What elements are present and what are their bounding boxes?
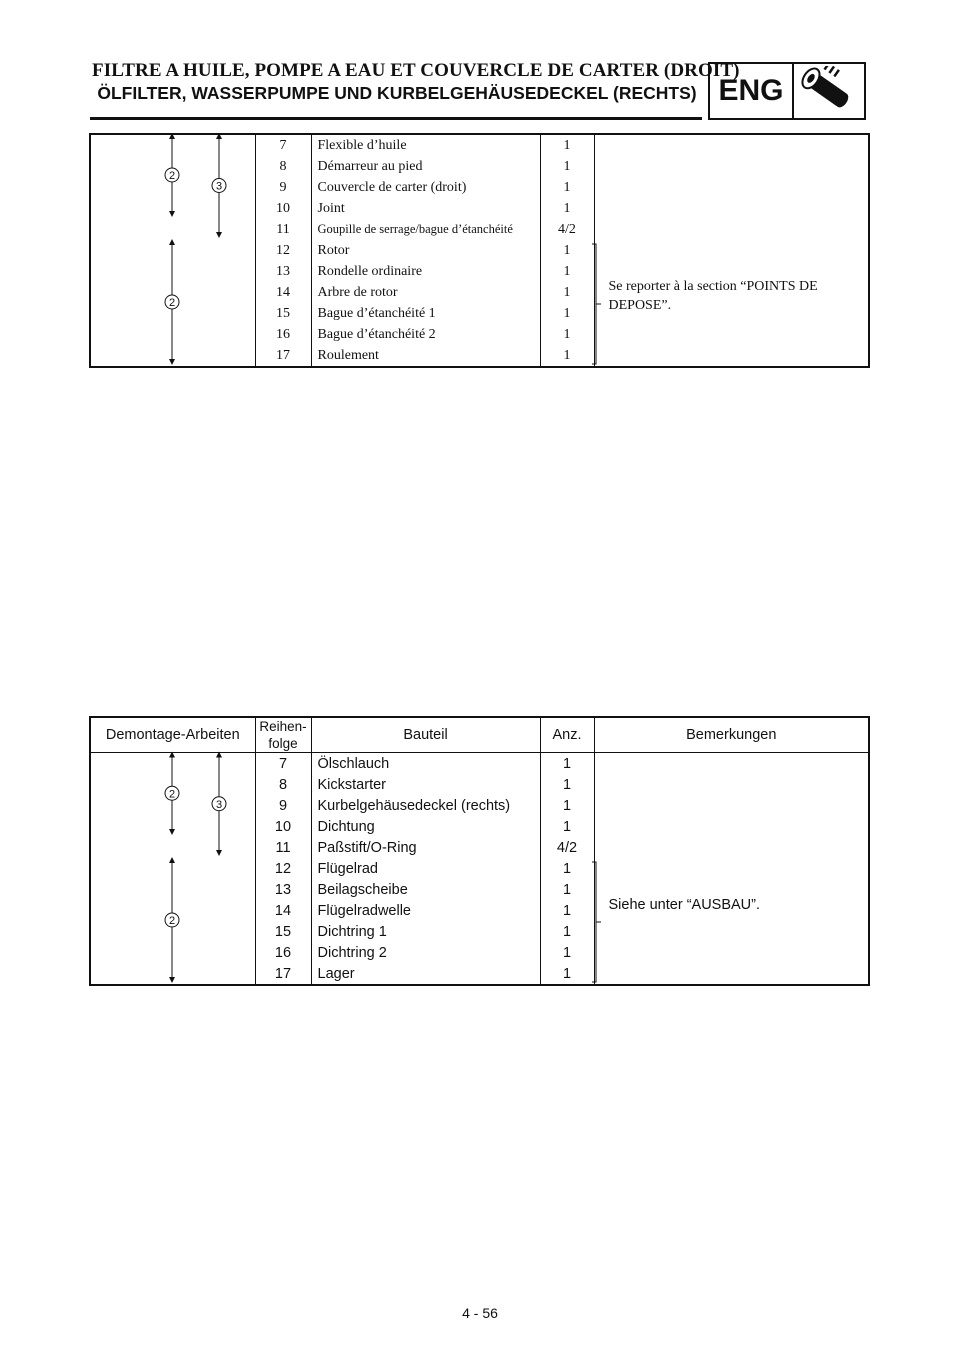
quantity: 1 (540, 156, 594, 177)
order-number: 11 (255, 837, 311, 858)
part-name: Dichtung (311, 816, 540, 837)
part-name: Kickstarter (311, 774, 540, 795)
quantity: 1 (540, 774, 594, 795)
order-number: 14 (255, 900, 311, 921)
step-arrow-a-label: 2 (168, 788, 176, 801)
quantity: 1 (540, 816, 594, 837)
step-arrow-a-label: 2 (168, 170, 176, 182)
part-name: Flügelrad (311, 858, 540, 879)
part-name: Bague d’étanchéité 1 (311, 303, 540, 324)
step-arrow-c-label: 2 (168, 915, 176, 927)
order-number: 8 (255, 774, 311, 795)
quantity: 1 (540, 345, 594, 367)
order-number: 16 (255, 324, 311, 345)
part-name: Dichtring 2 (311, 942, 540, 963)
order-number: 15 (255, 303, 311, 324)
part-name: Rondelle ordinaire (311, 261, 540, 282)
order-number: 7 (255, 134, 311, 156)
order-number: 10 (255, 198, 311, 219)
header-work: Demontage-Arbeiten (90, 717, 255, 753)
quantity: 1 (540, 303, 594, 324)
order-number: 13 (255, 261, 311, 282)
part-name: Flexible d’huile (311, 134, 540, 156)
quantity: 1 (540, 134, 594, 156)
part-name: Couvercle de carter (droit) (311, 177, 540, 198)
page-title-de: ÖLFILTER, WASSERPUMPE UND KURBELGEHÄUSEDECKEL (RECHTS) (97, 83, 697, 103)
header-qty: Anz. (540, 717, 594, 753)
remark-bracket (592, 862, 601, 982)
quantity: 1 (540, 240, 594, 261)
part-name: Roulement (311, 345, 540, 367)
part-name: Beilagscheibe (311, 879, 540, 900)
part-name: Kurbelgehäusedeckel (rechts) (311, 795, 540, 816)
order-number: 15 (255, 921, 311, 942)
part-name: Dichtring 1 (311, 921, 540, 942)
order-number: 10 (255, 816, 311, 837)
quantity: 1 (540, 324, 594, 345)
quantity: 1 (540, 795, 594, 816)
order-number: 7 (255, 753, 311, 775)
part-name: Rotor (311, 240, 540, 261)
order-number: 9 (255, 177, 311, 198)
quantity: 1 (540, 942, 594, 963)
part-name: Flügelradwelle (311, 900, 540, 921)
part-name: Goupille de serrage/bague d’étanchéité (311, 219, 540, 240)
order-number: 13 (255, 879, 311, 900)
quantity: 1 (540, 282, 594, 303)
quantity: 1 (540, 858, 594, 879)
step-arrow-b-label: 3 (215, 798, 223, 811)
page-number: 4 - 56 (462, 1305, 498, 1321)
remark-text: Siehe unter “AUSBAU”. (608, 896, 761, 913)
part-name: Paßstift/O-Ring (311, 837, 540, 858)
remark-bracket (592, 244, 601, 364)
remark-text: Se reporter à la section “POINTS DE DEPOSE”. (608, 278, 818, 313)
header-part: Bauteil (311, 717, 540, 753)
step-arrow-c-label: 2 (168, 297, 176, 309)
header-order-text: Reihen- folge (259, 719, 307, 751)
quantity: 1 (540, 921, 594, 942)
part-name: Ölschlauch (311, 753, 540, 775)
part-name: Lager (311, 963, 540, 985)
order-number: 8 (255, 156, 311, 177)
header-remarks: Bemerkungen (594, 717, 869, 753)
quantity: 4/2 (540, 219, 594, 240)
order-number: 17 (255, 963, 311, 985)
part-name: Arbre de rotor (311, 282, 540, 303)
quantity: 4/2 (540, 837, 594, 858)
part-name: Démarreur au pied (311, 156, 540, 177)
order-number: 14 (255, 282, 311, 303)
section-badge-label: ENG (710, 64, 794, 118)
quantity: 1 (540, 753, 594, 775)
order-number: 17 (255, 345, 311, 367)
step-arrow-b-label: 3 (215, 180, 223, 193)
quantity: 1 (540, 900, 594, 921)
order-number: 9 (255, 795, 311, 816)
order-number: 12 (255, 240, 311, 261)
page-title-fr: FILTRE A HUILE, POMPE A EAU ET COUVERCLE DE CARTER (DROIT) (92, 60, 740, 81)
quantity: 1 (540, 963, 594, 985)
order-number: 12 (255, 858, 311, 879)
quantity: 1 (540, 177, 594, 198)
quantity: 1 (540, 261, 594, 282)
order-number: 16 (255, 942, 311, 963)
part-name: Bague d’étanchéité 2 (311, 324, 540, 345)
quantity: 1 (540, 198, 594, 219)
order-number: 11 (255, 219, 311, 240)
part-name: Joint (311, 198, 540, 219)
quantity: 1 (540, 879, 594, 900)
